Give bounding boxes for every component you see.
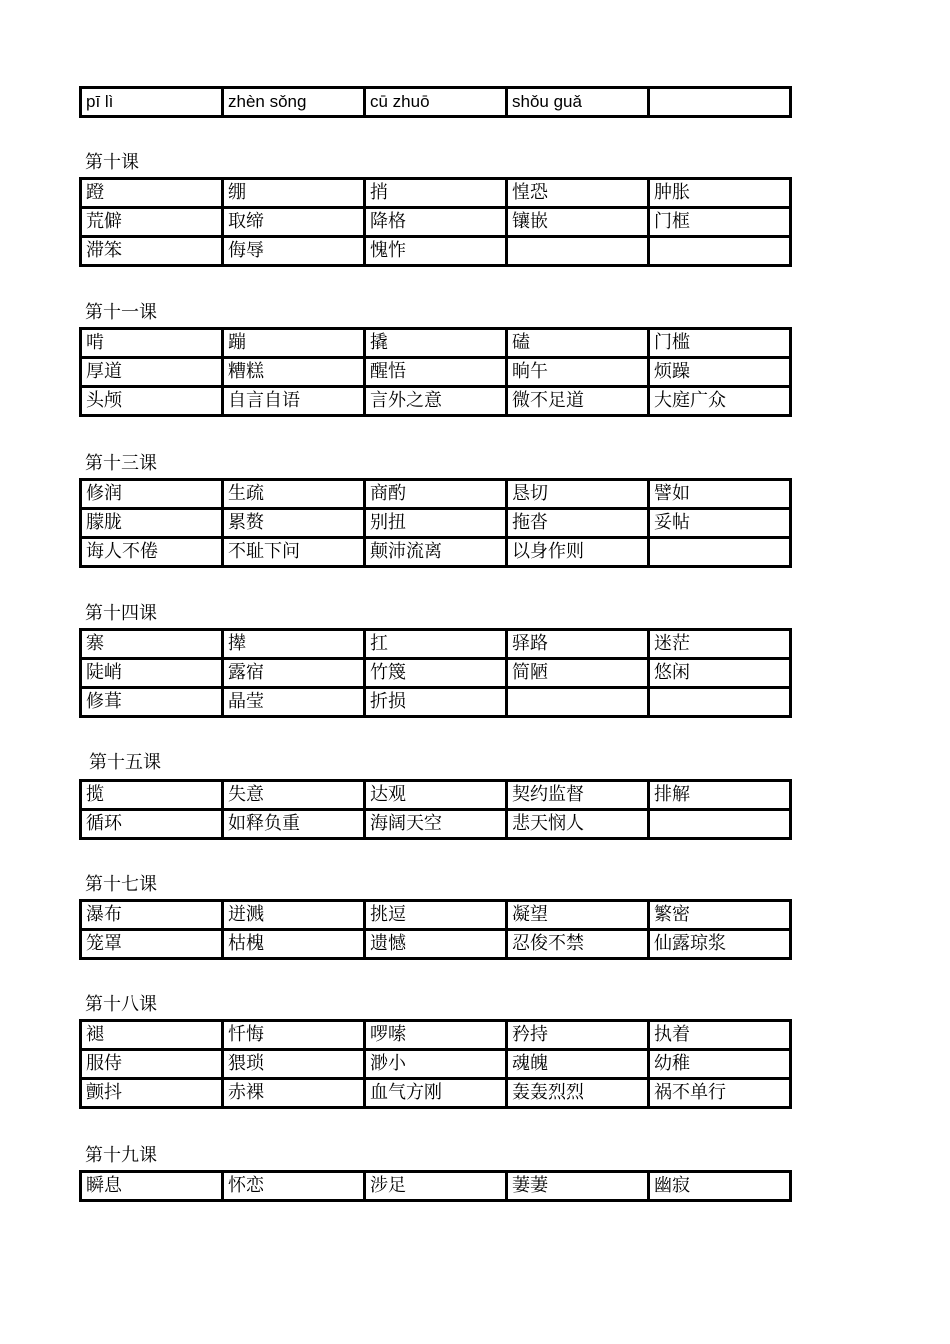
table-cell: 厚道 [81,358,223,387]
table-cell: 褪 [81,1021,223,1050]
table-cell: 譬如 [649,480,791,509]
table-cell: 矜持 [507,1021,649,1050]
table-cell: 失意 [223,781,365,810]
table-cell: 累赘 [223,509,365,538]
table-cell: 枯槐 [223,930,365,959]
table-cell: 头颅 [81,387,223,416]
lesson-title: 第十七课 [85,874,157,895]
table-cell: 露宿 [223,659,365,688]
table-cell: 揽 [81,781,223,810]
table-cell: 萋萋 [507,1172,649,1201]
lesson-title: 第十一课 [85,302,157,323]
table-cell: 恳切 [507,480,649,509]
table-row [81,930,791,959]
table-row [81,1050,791,1079]
table-cell: 捎 [365,179,507,208]
table-cell: 别扭 [365,509,507,538]
vocab-table [79,327,792,417]
table-cell: 门框 [649,208,791,237]
table-cell: 不耻下问 [223,538,365,567]
table-cell: 赤裸 [223,1079,365,1108]
vocab-table [79,177,792,267]
table-cell: 排解 [649,781,791,810]
table-cell: 驿路 [507,630,649,659]
table-cell: cū zhuō [365,88,507,117]
table-cell: 竹篾 [365,659,507,688]
table-cell: 生疏 [223,480,365,509]
table-row [81,208,791,237]
table-cell: shǒu guǎ [507,88,649,117]
lesson-title: 第十五课 [89,752,161,773]
table-cell: 妥帖 [649,509,791,538]
table-cell: zhèn sǒng [223,88,365,117]
table-cell: 醒悟 [365,358,507,387]
table-cell: 微不足道 [507,387,649,416]
table-cell: 海阔天空 [365,810,507,839]
table-cell: 商酌 [365,480,507,509]
table-cell: 仙露琼浆 [649,930,791,959]
table-cell [507,237,649,266]
lesson-title: 第十四课 [85,603,157,624]
table-row [81,1172,791,1201]
lesson-title: 第十八课 [85,994,157,1015]
table-cell: 忏悔 [223,1021,365,1050]
table-cell: 蹬 [81,179,223,208]
table-cell: 祸不单行 [649,1079,791,1108]
table-cell: 滞笨 [81,237,223,266]
table-cell: 取缔 [223,208,365,237]
table-cell: 朦胧 [81,509,223,538]
table-cell: 荒僻 [81,208,223,237]
table-row [81,538,791,567]
table-cell: 大庭广众 [649,387,791,416]
table-cell: 魂魄 [507,1050,649,1079]
table-row [81,781,791,810]
table-cell: 撵 [223,630,365,659]
table-row [81,480,791,509]
table-cell: 绷 [223,179,365,208]
table-cell: 忍俊不禁 [507,930,649,959]
table-cell: 侮辱 [223,237,365,266]
table-row [81,329,791,358]
table-cell: 修润 [81,480,223,509]
table-cell: 门槛 [649,329,791,358]
table-cell: 愧怍 [365,237,507,266]
vocab-table [79,1019,792,1109]
table-cell: 悲天悯人 [507,810,649,839]
table-cell: 猥琐 [223,1050,365,1079]
table-cell: 简陋 [507,659,649,688]
table-row [81,387,791,416]
table-cell: 怀恋 [223,1172,365,1201]
lesson-title: 第十课 [85,152,139,173]
table-cell [649,237,791,266]
table-cell [649,810,791,839]
vocab-table [79,899,792,960]
table-row [81,358,791,387]
table-cell: 折损 [365,688,507,717]
table-cell: 颤抖 [81,1079,223,1108]
table-cell: 撬 [365,329,507,358]
table-cell: 幽寂 [649,1172,791,1201]
table-cell: 遗憾 [365,930,507,959]
table-cell: 迸溅 [223,901,365,930]
table-cell: 晌午 [507,358,649,387]
table-cell: 血气方刚 [365,1079,507,1108]
table-cell: 服侍 [81,1050,223,1079]
table-cell: 磕 [507,329,649,358]
table-row [81,237,791,266]
table-cell: 执着 [649,1021,791,1050]
table-cell: 啃 [81,329,223,358]
table-cell: 笼罩 [81,930,223,959]
vocab-table [79,779,792,840]
table-cell: 修葺 [81,688,223,717]
lesson-title: 第十三课 [85,453,157,474]
table-cell: 颠沛流离 [365,538,507,567]
table-cell: 陡峭 [81,659,223,688]
table-cell [649,88,791,117]
table-row [81,88,791,117]
vocab-table [79,1170,792,1202]
table-cell: 寨 [81,630,223,659]
table-cell: 扛 [365,630,507,659]
table-cell: 涉足 [365,1172,507,1201]
table-cell: 挑逗 [365,901,507,930]
table-cell [649,538,791,567]
table-row [81,509,791,538]
lesson-title: 第十九课 [85,1145,157,1166]
table-cell: 肿胀 [649,179,791,208]
table-cell: 诲人不倦 [81,538,223,567]
table-cell: 惶恐 [507,179,649,208]
table-row [81,179,791,208]
table-cell: 糟糕 [223,358,365,387]
table-cell: 渺小 [365,1050,507,1079]
table-cell: 拖沓 [507,509,649,538]
table-row [81,688,791,717]
table-cell: 以身作则 [507,538,649,567]
table-row [81,659,791,688]
table-cell: 晶莹 [223,688,365,717]
vocab-table [79,478,792,568]
table-cell: 自言自语 [223,387,365,416]
table-cell: 凝望 [507,901,649,930]
table-cell: 迷茫 [649,630,791,659]
table-row [81,901,791,930]
table-cell: 瞬息 [81,1172,223,1201]
table-cell [649,688,791,717]
table-cell: 轰轰烈烈 [507,1079,649,1108]
table-cell: 瀑布 [81,901,223,930]
table-cell: 镶嵌 [507,208,649,237]
table-row [81,810,791,839]
pinyin-table [79,86,792,118]
table-cell [507,688,649,717]
table-cell: 繁密 [649,901,791,930]
table-cell: 降格 [365,208,507,237]
table-cell: 达观 [365,781,507,810]
table-row [81,630,791,659]
table-cell: 悠闲 [649,659,791,688]
table-cell: 循环 [81,810,223,839]
table-row [81,1021,791,1050]
table-cell: 言外之意 [365,387,507,416]
table-cell: 啰嗦 [365,1021,507,1050]
table-cell: pī lì [81,88,223,117]
table-cell: 如释负重 [223,810,365,839]
vocab-table [79,628,792,718]
table-cell: 蹦 [223,329,365,358]
table-cell: 契约监督 [507,781,649,810]
table-cell: 幼稚 [649,1050,791,1079]
table-row [81,1079,791,1108]
table-cell: 烦躁 [649,358,791,387]
